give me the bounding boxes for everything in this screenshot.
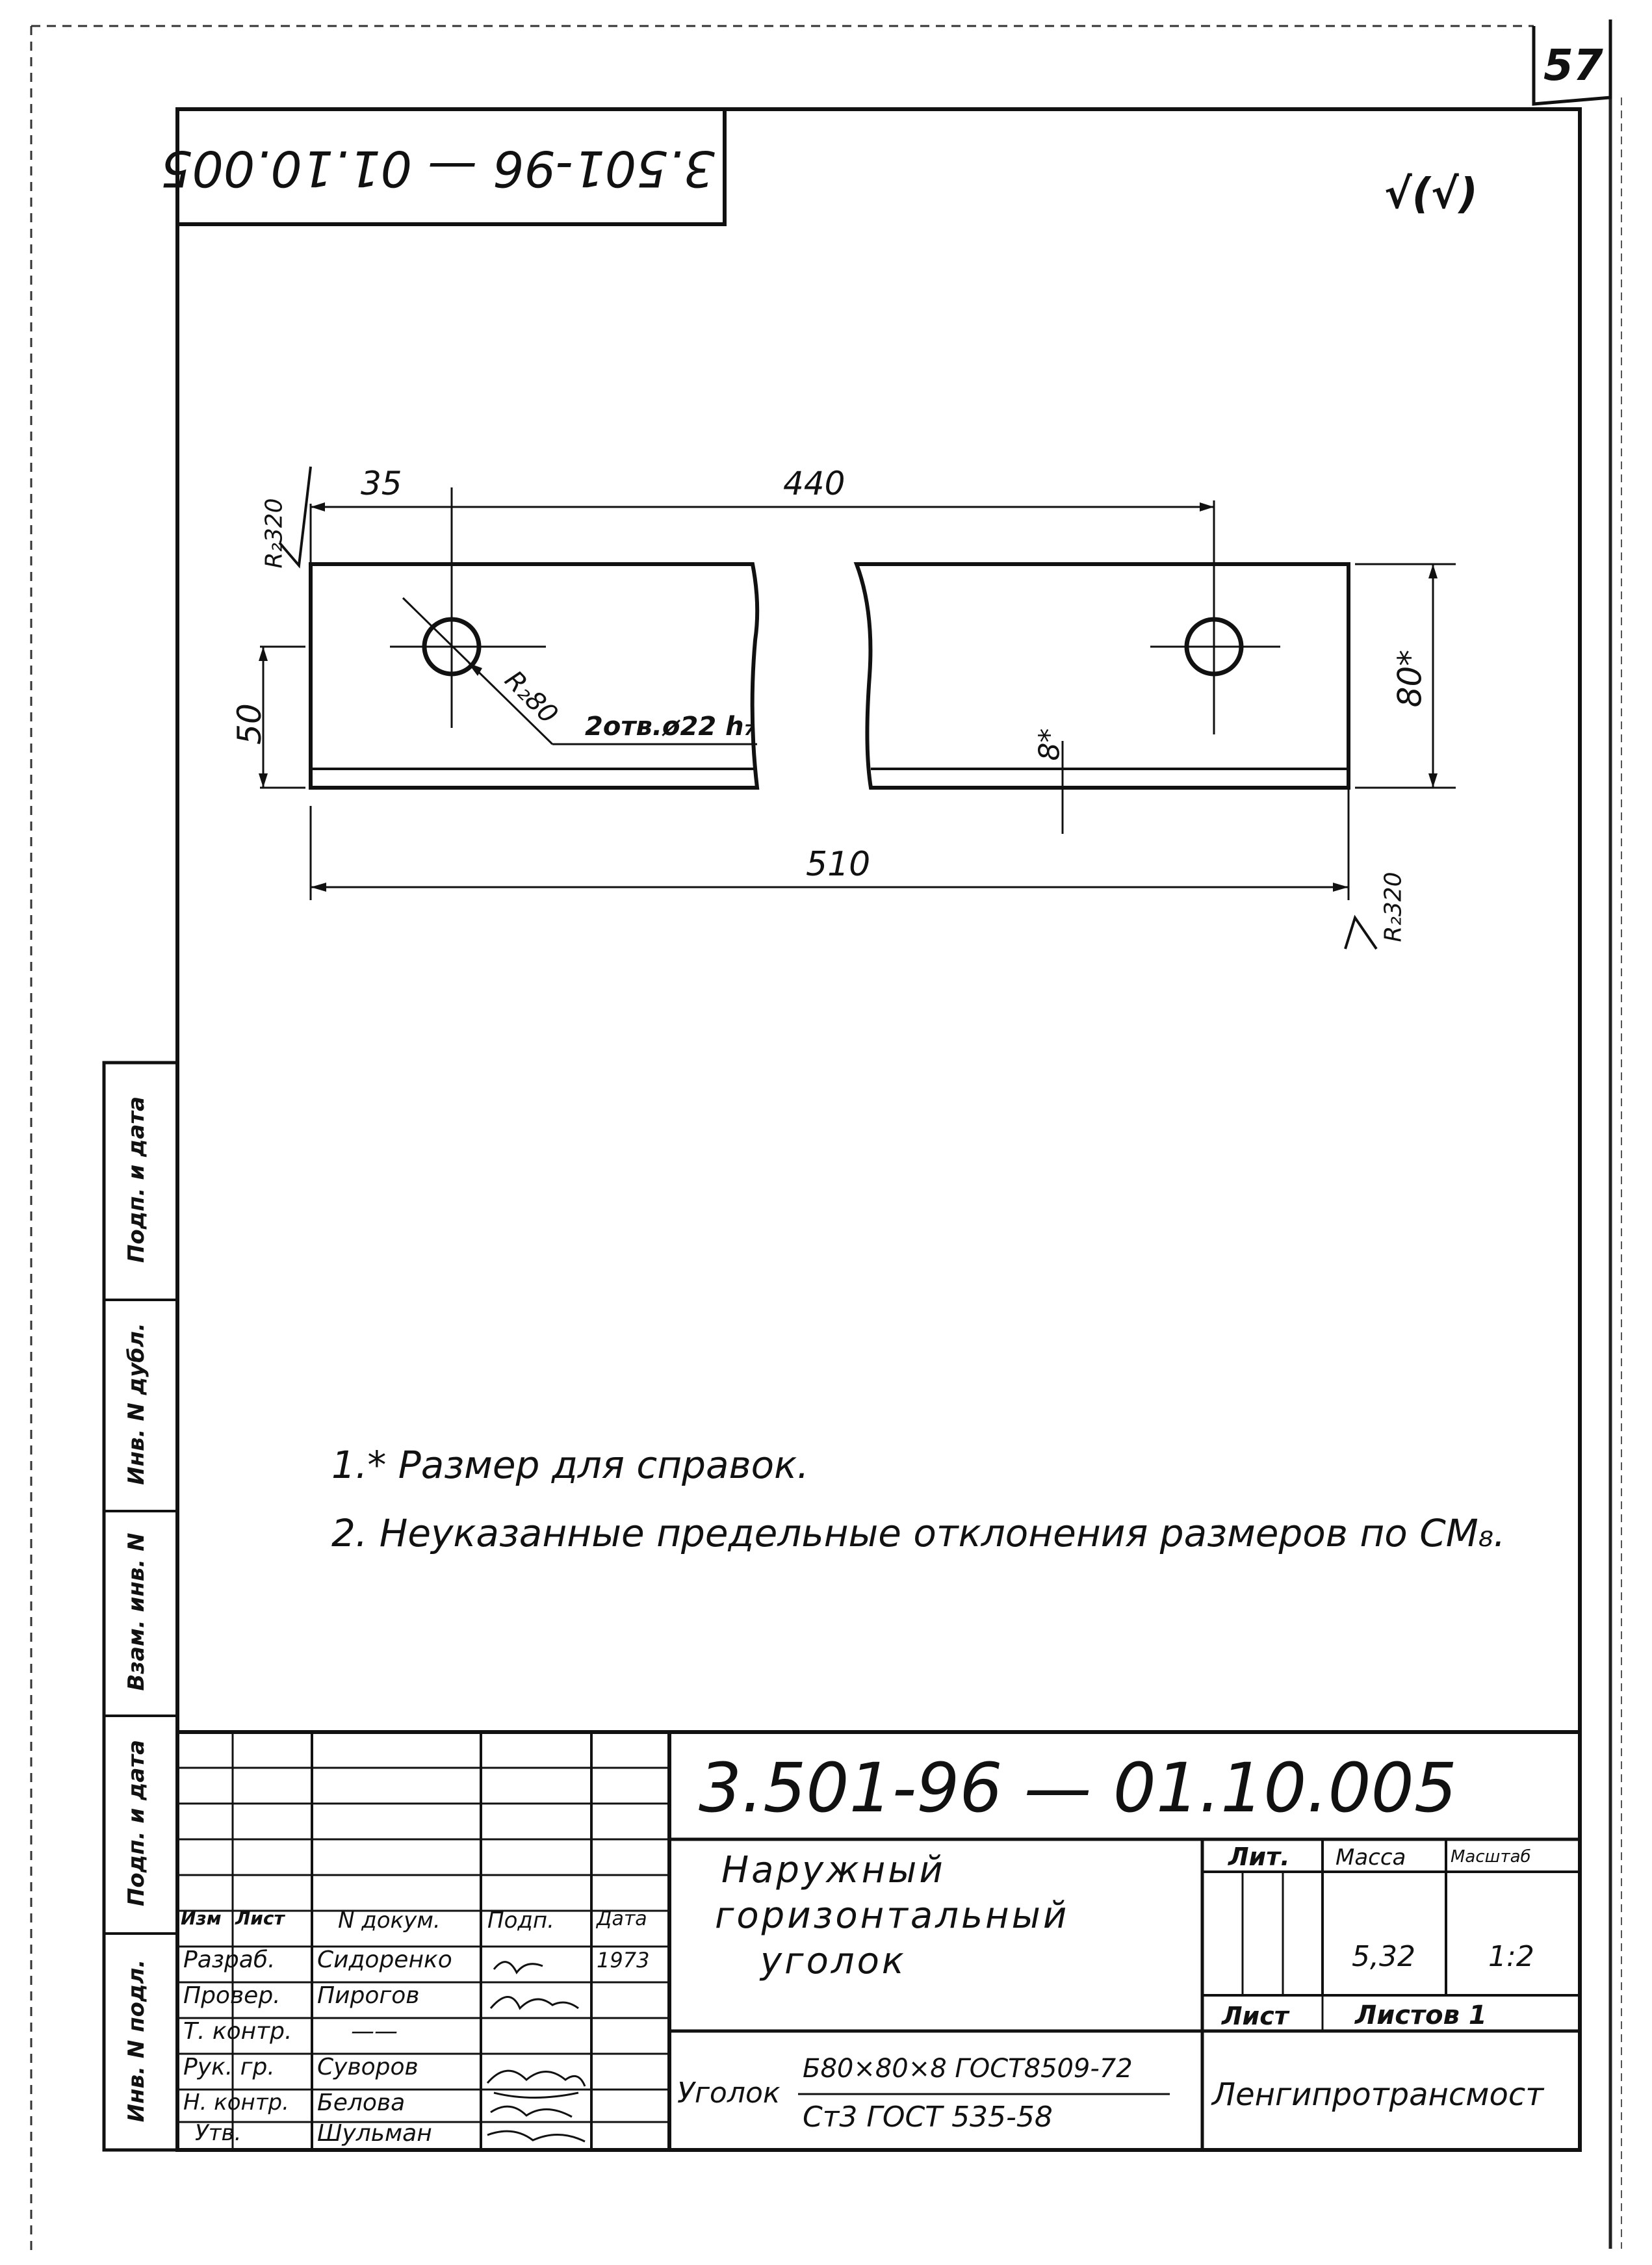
role-cell: Т. контр. bbox=[183, 2018, 292, 2045]
lit-label: Лит. bbox=[1228, 1843, 1290, 1871]
part-name-line-2: горизонтальный bbox=[715, 1895, 1070, 1937]
dim-440: 440 bbox=[783, 465, 845, 502]
designation-top: 3.501-96 — 01.10.005 bbox=[161, 140, 715, 198]
role-cell: Н. контр. bbox=[183, 2090, 289, 2116]
part-name-line-3: уголок bbox=[760, 1940, 907, 1982]
role-cell: Рук. гр. bbox=[183, 2054, 275, 2080]
role-cell: Разраб. bbox=[183, 1947, 276, 1973]
sheet-label: Лист bbox=[1222, 2002, 1289, 2030]
dim-8: 8* bbox=[1033, 728, 1066, 761]
header-podp: Подп. bbox=[487, 1908, 554, 1934]
roughness-icon: √(√) bbox=[1384, 170, 1478, 218]
scale-value: 1:2 bbox=[1488, 1940, 1534, 1973]
dim-80: 80* bbox=[1391, 649, 1429, 708]
side-stamp-label: Взам. инв. N bbox=[123, 1533, 149, 1691]
side-stamp-label: Инв. N подл. bbox=[123, 1959, 149, 2123]
designation-main: 3.501-96 — 01.10.005 bbox=[699, 1748, 1458, 1828]
side-stamp-label: Подп. и дата bbox=[123, 1739, 149, 1907]
roughness-right-label: R₂320 bbox=[1380, 872, 1407, 942]
mass-label: Масса bbox=[1336, 1844, 1406, 1870]
name-cell: —— bbox=[351, 2018, 398, 2045]
header-ndoc: N докум. bbox=[338, 1908, 441, 1934]
organization: Ленгипротрансмост bbox=[1212, 2077, 1544, 2113]
side-stamp-label: Инв. N дубл. bbox=[123, 1323, 149, 1485]
side-stamp-label: Подп. и дата bbox=[123, 1096, 149, 1263]
header-list: Лист bbox=[235, 1908, 285, 1929]
role-cell: Провер. bbox=[183, 1982, 281, 2009]
mass-value: 5,32 bbox=[1352, 1940, 1415, 1973]
note-2: 2. Неуказанные предельные отклонения размеров по СМ₈. bbox=[331, 1511, 1506, 1555]
part-name-line-1: Наружный bbox=[721, 1849, 946, 1891]
holes-label: 2отв.ø22 h₇ bbox=[585, 712, 756, 742]
note-1: 1.* Размер для справок. bbox=[331, 1443, 809, 1487]
material-bottom: Ст3 ГОСТ 535-58 bbox=[803, 2101, 1053, 2134]
material-prefix: Уголок bbox=[677, 2077, 781, 2110]
name-cell: Сидоренко bbox=[317, 1947, 452, 1973]
header-izm: Изм bbox=[181, 1908, 222, 1929]
sheets-label: Листов 1 bbox=[1355, 2000, 1487, 2030]
page-number: 57 bbox=[1543, 40, 1603, 90]
signatures bbox=[481, 1947, 591, 2150]
name-cell: Белова bbox=[317, 2090, 406, 2116]
dim-50: 50 bbox=[230, 703, 268, 745]
scale-label: Масштаб bbox=[1451, 1847, 1531, 1867]
header-data: Дата bbox=[597, 1908, 647, 1930]
name-cell: Шульман bbox=[317, 2120, 432, 2147]
material-top: Б80×80×8 ГОСТ8509-72 bbox=[803, 2054, 1133, 2084]
name-cell: Суворов bbox=[317, 2054, 419, 2080]
roughness-left-label: R₂320 bbox=[261, 498, 288, 569]
dim-35: 35 bbox=[361, 465, 402, 502]
role-cell: Утв. bbox=[195, 2120, 242, 2146]
name-cell: Пирогов bbox=[317, 1982, 420, 2009]
radius-label: R₂80 bbox=[498, 665, 564, 730]
dim-510: 510 bbox=[806, 845, 871, 884]
date-cell: 1973 bbox=[597, 1948, 650, 1973]
